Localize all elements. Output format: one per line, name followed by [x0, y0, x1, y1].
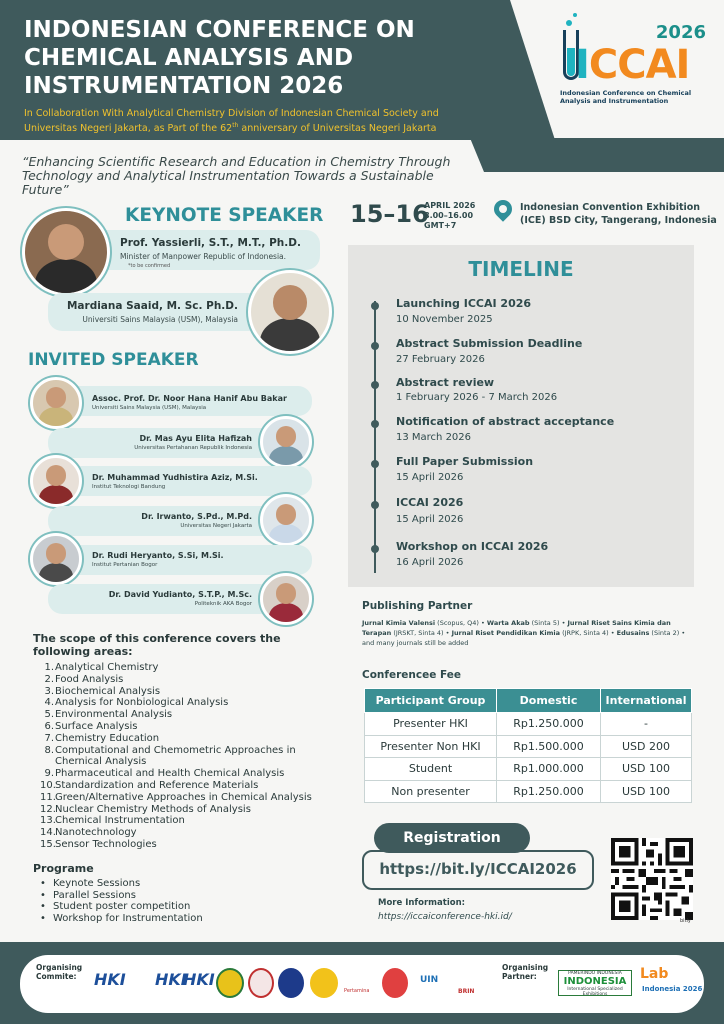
timeline-date-3: 1 February 2026 - 7 March 2026 — [396, 392, 558, 403]
scope-title: The scope of this conference covers the following areas: — [33, 632, 281, 658]
scope-item: Nanotechnology — [55, 827, 137, 839]
table-row — [365, 713, 692, 736]
fee-table — [364, 688, 692, 803]
timeline-event-4: Notification of abstract acceptance — [396, 415, 615, 428]
invited-photo-4 — [260, 494, 312, 546]
hki-jakarta-logo: HKI — [155, 970, 187, 989]
invited-pill-5 — [60, 545, 312, 575]
logo-i: I — [575, 42, 589, 88]
invited-name-4: Dr. Irwanto, S.Pd., M.Pd. — [141, 512, 252, 521]
lab-indonesia-sub: Indonesia 2026 — [642, 985, 703, 993]
event-time: 8.00–16.00 — [424, 211, 474, 220]
timeline-dot — [371, 501, 379, 509]
keynote-pill-2 — [48, 293, 268, 331]
uin-logo: UIN — [420, 975, 439, 985]
photo-face — [273, 285, 307, 319]
keynote-note: *to be confirmed — [128, 263, 171, 269]
scope-item: Pharmaceutical and Health Chemical Analysis — [55, 768, 285, 780]
scope-list — [40, 662, 340, 851]
event-timezone: GMT+7 — [424, 221, 457, 230]
list-item: 1. Analytical Chemistry — [44, 662, 159, 673]
photo-body — [269, 524, 304, 546]
list-item: 4. Analysis for Nonbiological Analysis — [44, 697, 229, 709]
table-row — [365, 735, 692, 758]
logo-bubble — [573, 13, 577, 17]
photo-body — [260, 318, 319, 354]
photo-body — [39, 563, 74, 585]
list-item: • Parallel Sessions — [40, 890, 203, 902]
fee-cell: Rp1.250.000 — [497, 713, 601, 736]
list-item: 2. Food Analysis — [44, 673, 124, 685]
journal-5-index: (Sinta 2) • — [649, 629, 686, 637]
logo-bubble — [566, 20, 572, 26]
invited-pill-4 — [48, 506, 288, 536]
event-venue: Indonesian Convention Exhibition (ICE) BSD City, Tangerang, Indonesia — [520, 202, 717, 226]
collab-text-a: In Collaboration With Analytical Chemistry Division of Indonesian Chemical Society and Universitas Negeri Jakarta, as Part of the 62 — [24, 108, 439, 135]
invited-affiliation-4: Universitas Negeri Jakarta — [180, 523, 252, 529]
invited-affiliation-2: Universitas Pertahanan Republik Indonesia — [134, 445, 252, 451]
timeline-event-3: Abstract review — [396, 376, 495, 389]
photo-body — [269, 446, 304, 468]
conference-title: INDONESIAN CONFERENCE ON CHEMICAL ANALYSIS AND INSTRUMENTATION 2026 — [24, 17, 415, 99]
invited-photo-5 — [30, 533, 82, 585]
fee-cell: USD 100 — [601, 758, 692, 781]
timeline-date-6: 15 April 2026 — [396, 514, 464, 525]
qr-code-icon[interactable] — [611, 838, 693, 920]
tagline: “Enhancing Scientific Research and Education in Chemistry Through Technology and Analytical Instrumentation Towards a Sustainable Future” — [22, 154, 451, 197]
keynote-affiliation-1: Minister of Manpower Republic of Indonesia. — [120, 252, 287, 261]
journal-2-index: (Sinta 5) • — [529, 619, 568, 627]
list-item: 9. Pharmaceutical and Health Chemical Analysis — [44, 768, 285, 780]
photo-body — [39, 485, 74, 507]
collab-text-b: anniversary of Universitas Negeri Jakarta — [238, 123, 437, 135]
hki-logo: HKI — [94, 970, 126, 989]
scope-item: Green/Alternative Approaches in Chemical Analysis — [55, 791, 312, 803]
journal-2: Warta Akab — [486, 619, 530, 627]
hki-logo-2: HKI — [183, 970, 215, 989]
timeline-date-4: 13 March 2026 — [396, 432, 472, 443]
fee-cell: Rp1.000.000 — [497, 758, 601, 781]
timeline-date-1: 10 November 2025 — [396, 314, 493, 325]
invited-affiliation-3: Institut Teknologi Bandung — [92, 484, 166, 490]
fee-cell: - — [601, 713, 692, 736]
programe-title: Programe — [33, 862, 94, 875]
list-item: • Keynote Sessions — [40, 878, 203, 890]
list-item: 8. Computational and Chemometric Approaches in Chernical Analysis — [40, 745, 340, 769]
publishing-title: Publishing Partner — [362, 600, 473, 612]
photo-face — [46, 465, 66, 485]
scope-item: Analytical Chemistry — [55, 662, 159, 673]
location-pin-icon — [490, 196, 515, 221]
scope-item: Analysis for Nonbiological Analysis — [55, 697, 229, 709]
timeline-dot — [371, 420, 379, 428]
fee-header: International — [601, 689, 692, 713]
list-item: 11. Green/Alternative Approaches in Chemical Analysis — [40, 791, 312, 803]
pertamina-logo: Pertamina — [344, 988, 370, 994]
timeline-date-5: 15 April 2026 — [396, 472, 464, 483]
pamerindo-logo — [558, 970, 632, 996]
journal-5: Edusains — [616, 629, 650, 637]
keynote-name-1: Prof. Yassierli, S.T., M.T., Ph.D. — [120, 237, 301, 249]
list-item: 5. Environmental Analysis — [44, 709, 173, 721]
invited-name-6: Dr. David Yudianto, S.T.P., M.Sc. — [108, 590, 252, 599]
fee-cell: Student — [365, 758, 497, 781]
scope-item: Biochemical Analysis — [55, 685, 161, 697]
partner-logo-icon — [310, 968, 338, 998]
scope-item: Environmental Analysis — [55, 709, 173, 721]
invited-photo-2 — [260, 416, 312, 468]
fee-cell: USD 200 — [601, 735, 692, 758]
photo-body — [35, 259, 97, 296]
event-month: APRIL 2026 — [424, 201, 476, 210]
lab-indonesia-logo: Lab — [640, 966, 669, 982]
timeline-panel — [348, 245, 694, 587]
fee-header-row — [365, 689, 692, 713]
keynote-affiliation-2: Universiti Sains Malaysia (USM), Malaysia — [82, 315, 238, 324]
registration-link[interactable]: https://bit.ly/ICCAI2026 — [379, 860, 577, 878]
list-item: 6. Surface Analysis — [44, 720, 138, 732]
journal-4-index: (JRPK, Sinta 4) • — [560, 629, 617, 637]
qr-caption: bitly — [680, 918, 691, 924]
keynote-title: KEYNOTE SPEAKER — [125, 205, 324, 226]
collaboration-text — [24, 108, 494, 135]
photo-body — [39, 407, 74, 429]
keynote-photo-2 — [248, 270, 332, 354]
list-item: 10. Standardization and Reference Materials — [40, 779, 259, 791]
list-item: 12. Nuclear Chemistry Methods of Analysis — [40, 803, 251, 815]
invited-affiliation-1: Universiti Sains Malaysia (USM), Malaysia — [92, 405, 207, 411]
photo-face — [276, 504, 296, 524]
fee-header: Participant Group — [365, 689, 497, 713]
list-item: 15. Sensor Technologies — [40, 838, 157, 850]
journals-tail: and many journals still be added — [362, 639, 469, 647]
partner-logo-icon — [278, 968, 304, 998]
list-item: 3. Biochemical Analysis — [44, 685, 161, 697]
photo-face — [46, 387, 66, 407]
invited-pill-2 — [48, 428, 288, 458]
event-date: 15–16 — [350, 200, 429, 228]
fee-cell: Rp1.500.000 — [497, 735, 601, 758]
pamerindo-bottom: International Specialized Exhibitions — [567, 987, 623, 997]
fee-cell: Non presenter — [365, 780, 497, 803]
invited-title: INVITED SPEAKER — [28, 350, 199, 370]
organising-committee-label: Organising Commite: — [36, 963, 83, 981]
fee-cell: Rp1.250.000 — [497, 780, 601, 803]
logo-text — [575, 42, 689, 88]
event-date-details — [424, 201, 475, 231]
scope-item: Standardization and Reference Materials — [55, 779, 259, 791]
scope-item: Chemistry Education — [55, 732, 160, 744]
list-item: 14. Nanotechnology — [40, 827, 137, 839]
invited-photo-3 — [30, 455, 82, 507]
timeline-dot — [371, 342, 379, 350]
fee-cell: Presenter HKI — [365, 713, 497, 736]
invited-affiliation-5: Institut Pertanian Bogor — [92, 562, 158, 568]
more-info-link[interactable]: https://iccaiconference-hki.id/ — [378, 912, 512, 922]
collab-sup: th — [232, 122, 239, 129]
organising-partner-label: Organising Partner: — [502, 963, 549, 981]
invited-name-3: Dr. Muhammad Yudhistira Aziz, M.Si. — [92, 473, 258, 482]
timeline-event-2: Abstract Submission Deadline — [396, 337, 583, 350]
pamerindo-big: INDONESIA — [563, 976, 627, 987]
journal-1-index: (Scopus, Q4) • — [435, 619, 487, 627]
keynote-name-2: Mardiana Saaid, M. Sc. Ph.D. — [66, 300, 238, 312]
timeline-date-7: 16 April 2026 — [396, 557, 464, 568]
journal-1: Jurnal Kimia Valensi — [362, 619, 436, 627]
timeline-dot — [371, 381, 379, 389]
fee-header: Domestic — [497, 689, 601, 713]
fee-title: Conferencee Fee — [362, 669, 461, 681]
invited-pill-6 — [48, 584, 288, 614]
timeline-dot — [371, 545, 379, 553]
logo-year: 2026 — [655, 22, 706, 43]
list-item: • Workshop for Instrumentation — [40, 913, 203, 925]
journal-3: Jurnal Riset Sains Kimia dan Terapan — [362, 619, 671, 637]
header-band-accent — [470, 138, 724, 172]
logo-subtitle: Indonesian Conference on Chemical Analysis and Instrumentation — [560, 89, 692, 105]
scope-item: Food Analysis — [55, 673, 124, 685]
photo-face — [276, 426, 296, 446]
invited-photo-1 — [30, 377, 82, 429]
scope-item: Chemical Instrumentation — [55, 815, 185, 827]
list-item: 7. Chemistry Education — [44, 732, 160, 744]
photo-face — [48, 224, 84, 260]
list-item: 13. Chemical Instrumentation — [40, 815, 185, 827]
fee-cell: Presenter Non HKI — [365, 735, 497, 758]
publishing-journals — [362, 618, 692, 648]
table-row — [365, 758, 692, 781]
timeline-dot — [371, 460, 379, 468]
list-item: • Student poster competition — [40, 901, 203, 913]
table-row — [365, 780, 692, 803]
logo-ccai: CCAI — [588, 42, 690, 88]
keynote-photo-1 — [22, 208, 110, 296]
brin-logo: BRIN — [458, 988, 475, 995]
registration-button[interactable]: Registration — [374, 823, 530, 853]
timeline-event-6: ICCAI 2026 — [396, 496, 464, 509]
timeline-title: TIMELINE — [468, 257, 574, 281]
timeline-date-2: 27 February 2026 — [396, 354, 485, 365]
partner-logo-icon — [216, 968, 244, 998]
partner-logo-icon — [382, 968, 408, 998]
invited-photo-6 — [260, 573, 312, 625]
scope-item: Nuclear Chemistry Methods of Analysis — [55, 803, 251, 815]
photo-face — [276, 583, 296, 603]
invited-name-2: Dr. Mas Ayu Elita Hafizah — [139, 434, 252, 443]
scope-item: Computational and Chemometric Approaches in Chernical Analysis — [55, 744, 296, 768]
photo-body — [269, 603, 304, 625]
photo-face — [46, 543, 66, 563]
timeline-event-5: Full Paper Submission — [396, 455, 534, 468]
more-info-label: More Information: — [378, 898, 466, 908]
invited-affiliation-6: Politeknik AKA Bogor — [194, 601, 252, 607]
fee-cell: USD 100 — [601, 780, 692, 803]
partner-logo-icon — [248, 968, 274, 998]
invited-name-1: Assoc. Prof. Dr. Noor Hana Hanif Abu Bakar — [92, 394, 287, 403]
scope-item: Surface Analysis — [55, 720, 138, 732]
journal-4: Jurnal Riset Pendidikan Kimia — [451, 629, 561, 637]
pamerindo-top: PAMERINDO INDONESIA — [568, 971, 622, 976]
programe-list — [40, 878, 203, 924]
journal-3-index: (JRSKT, Sinta 4) • — [391, 629, 452, 637]
keynote-pill-1 — [92, 230, 320, 270]
timeline-event-7: Workshop on ICCAI 2026 — [396, 540, 549, 553]
scope-item: Sensor Technologies — [55, 838, 157, 850]
invited-name-5: Dr. Rudi Heryanto, S.Si, M.Si. — [92, 551, 224, 560]
timeline-dot — [371, 302, 379, 310]
timeline-event-1: Launching ICCAI 2026 — [396, 297, 532, 310]
